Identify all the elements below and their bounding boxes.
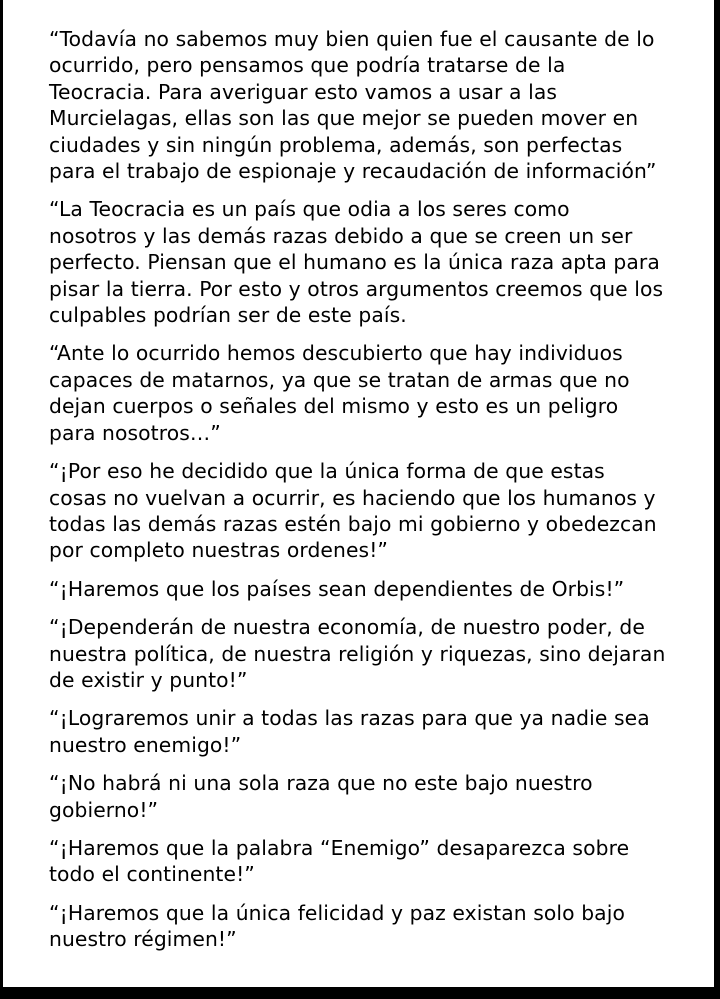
text-line: “¡Dependerán de nuestra economía, de nuestro poder, de xyxy=(49,615,645,640)
text-line: Teocracia. Para averiguar esto vamos a usar a las xyxy=(49,79,558,104)
paragraph xyxy=(49,614,684,693)
text-page xyxy=(3,0,714,987)
paragraph xyxy=(49,458,684,564)
text-line: “¡No habrá ni una sola raza que no este bajo nuestro xyxy=(49,771,593,796)
text-line: de existir y punto!” xyxy=(49,667,248,692)
text-line: nuestro enemigo!” xyxy=(49,732,242,757)
text-line: “Todavía no sabemos muy bien quien fue el causante de lo xyxy=(49,27,655,51)
paragraph xyxy=(49,340,684,446)
text-line: perfecto. Piensan que el humano es la única raza apta para xyxy=(49,250,660,275)
text-line: nosotros y las demás razas debido a que se creen un ser xyxy=(49,223,633,248)
text-line: para nosotros…” xyxy=(49,420,221,445)
paragraph xyxy=(49,835,684,888)
text-line: capaces de matarnos, ya que se tratan de armas que no xyxy=(49,367,630,392)
text-line: cosas no vuelvan a ocurrir, es haciendo que los humanos y xyxy=(49,485,656,510)
paragraph xyxy=(49,576,684,602)
paragraph xyxy=(49,196,684,328)
text-line: culpables podrían ser de este país. xyxy=(49,303,407,328)
text-line: nuestra política, de nuestra religión y riquezas, sino dejaran xyxy=(49,641,666,666)
text-line: Murcielagas, ellas son las que mejor se pueden mover en xyxy=(49,106,639,131)
text-line: “¡Haremos que la palabra “Enemigo” desaparezca sobre xyxy=(49,835,630,860)
text-line: pisar la tierra. Por esto y otros argumentos creemos que los xyxy=(49,276,664,301)
text-line: para el trabajo de espionaje y recaudación de información” xyxy=(49,159,657,184)
text-line: todo el continente!” xyxy=(49,862,255,887)
text-line: nuestro régimen!” xyxy=(49,927,237,952)
paragraph xyxy=(49,26,684,184)
text-line: “¡Haremos que los países sean dependientes de Orbis!” xyxy=(49,576,625,601)
text-line: dejan cuerpos o señales del mismo y esto es un peligro xyxy=(49,394,619,419)
text-line: “La Teocracia es un país que odia a los seres como xyxy=(49,197,570,222)
text-line: gobierno!” xyxy=(49,797,159,822)
text-line: “Ante lo ocurrido hemos descubierto que hay individuos xyxy=(49,341,623,366)
text-line: “¡Por eso he decidido que la única forma de que estas xyxy=(49,459,605,484)
text-line: ocurrido, pero pensamos que podría tratarse de la xyxy=(49,53,566,78)
text-line: ciudades y sin ningún problema, además, son perfectas xyxy=(49,132,623,157)
paragraph xyxy=(49,705,684,758)
paragraph xyxy=(49,900,684,953)
text-line: por completo nuestras ordenes!” xyxy=(49,538,389,563)
text-line: “¡Lograremos unir a todas las razas para que ya nadie sea xyxy=(49,706,650,731)
paragraph xyxy=(49,770,684,823)
text-line: todas las demás razas estén bajo mi gobierno y obedezcan xyxy=(49,511,657,536)
text-line: “¡Haremos que la única felicidad y paz existan solo bajo xyxy=(49,900,625,925)
